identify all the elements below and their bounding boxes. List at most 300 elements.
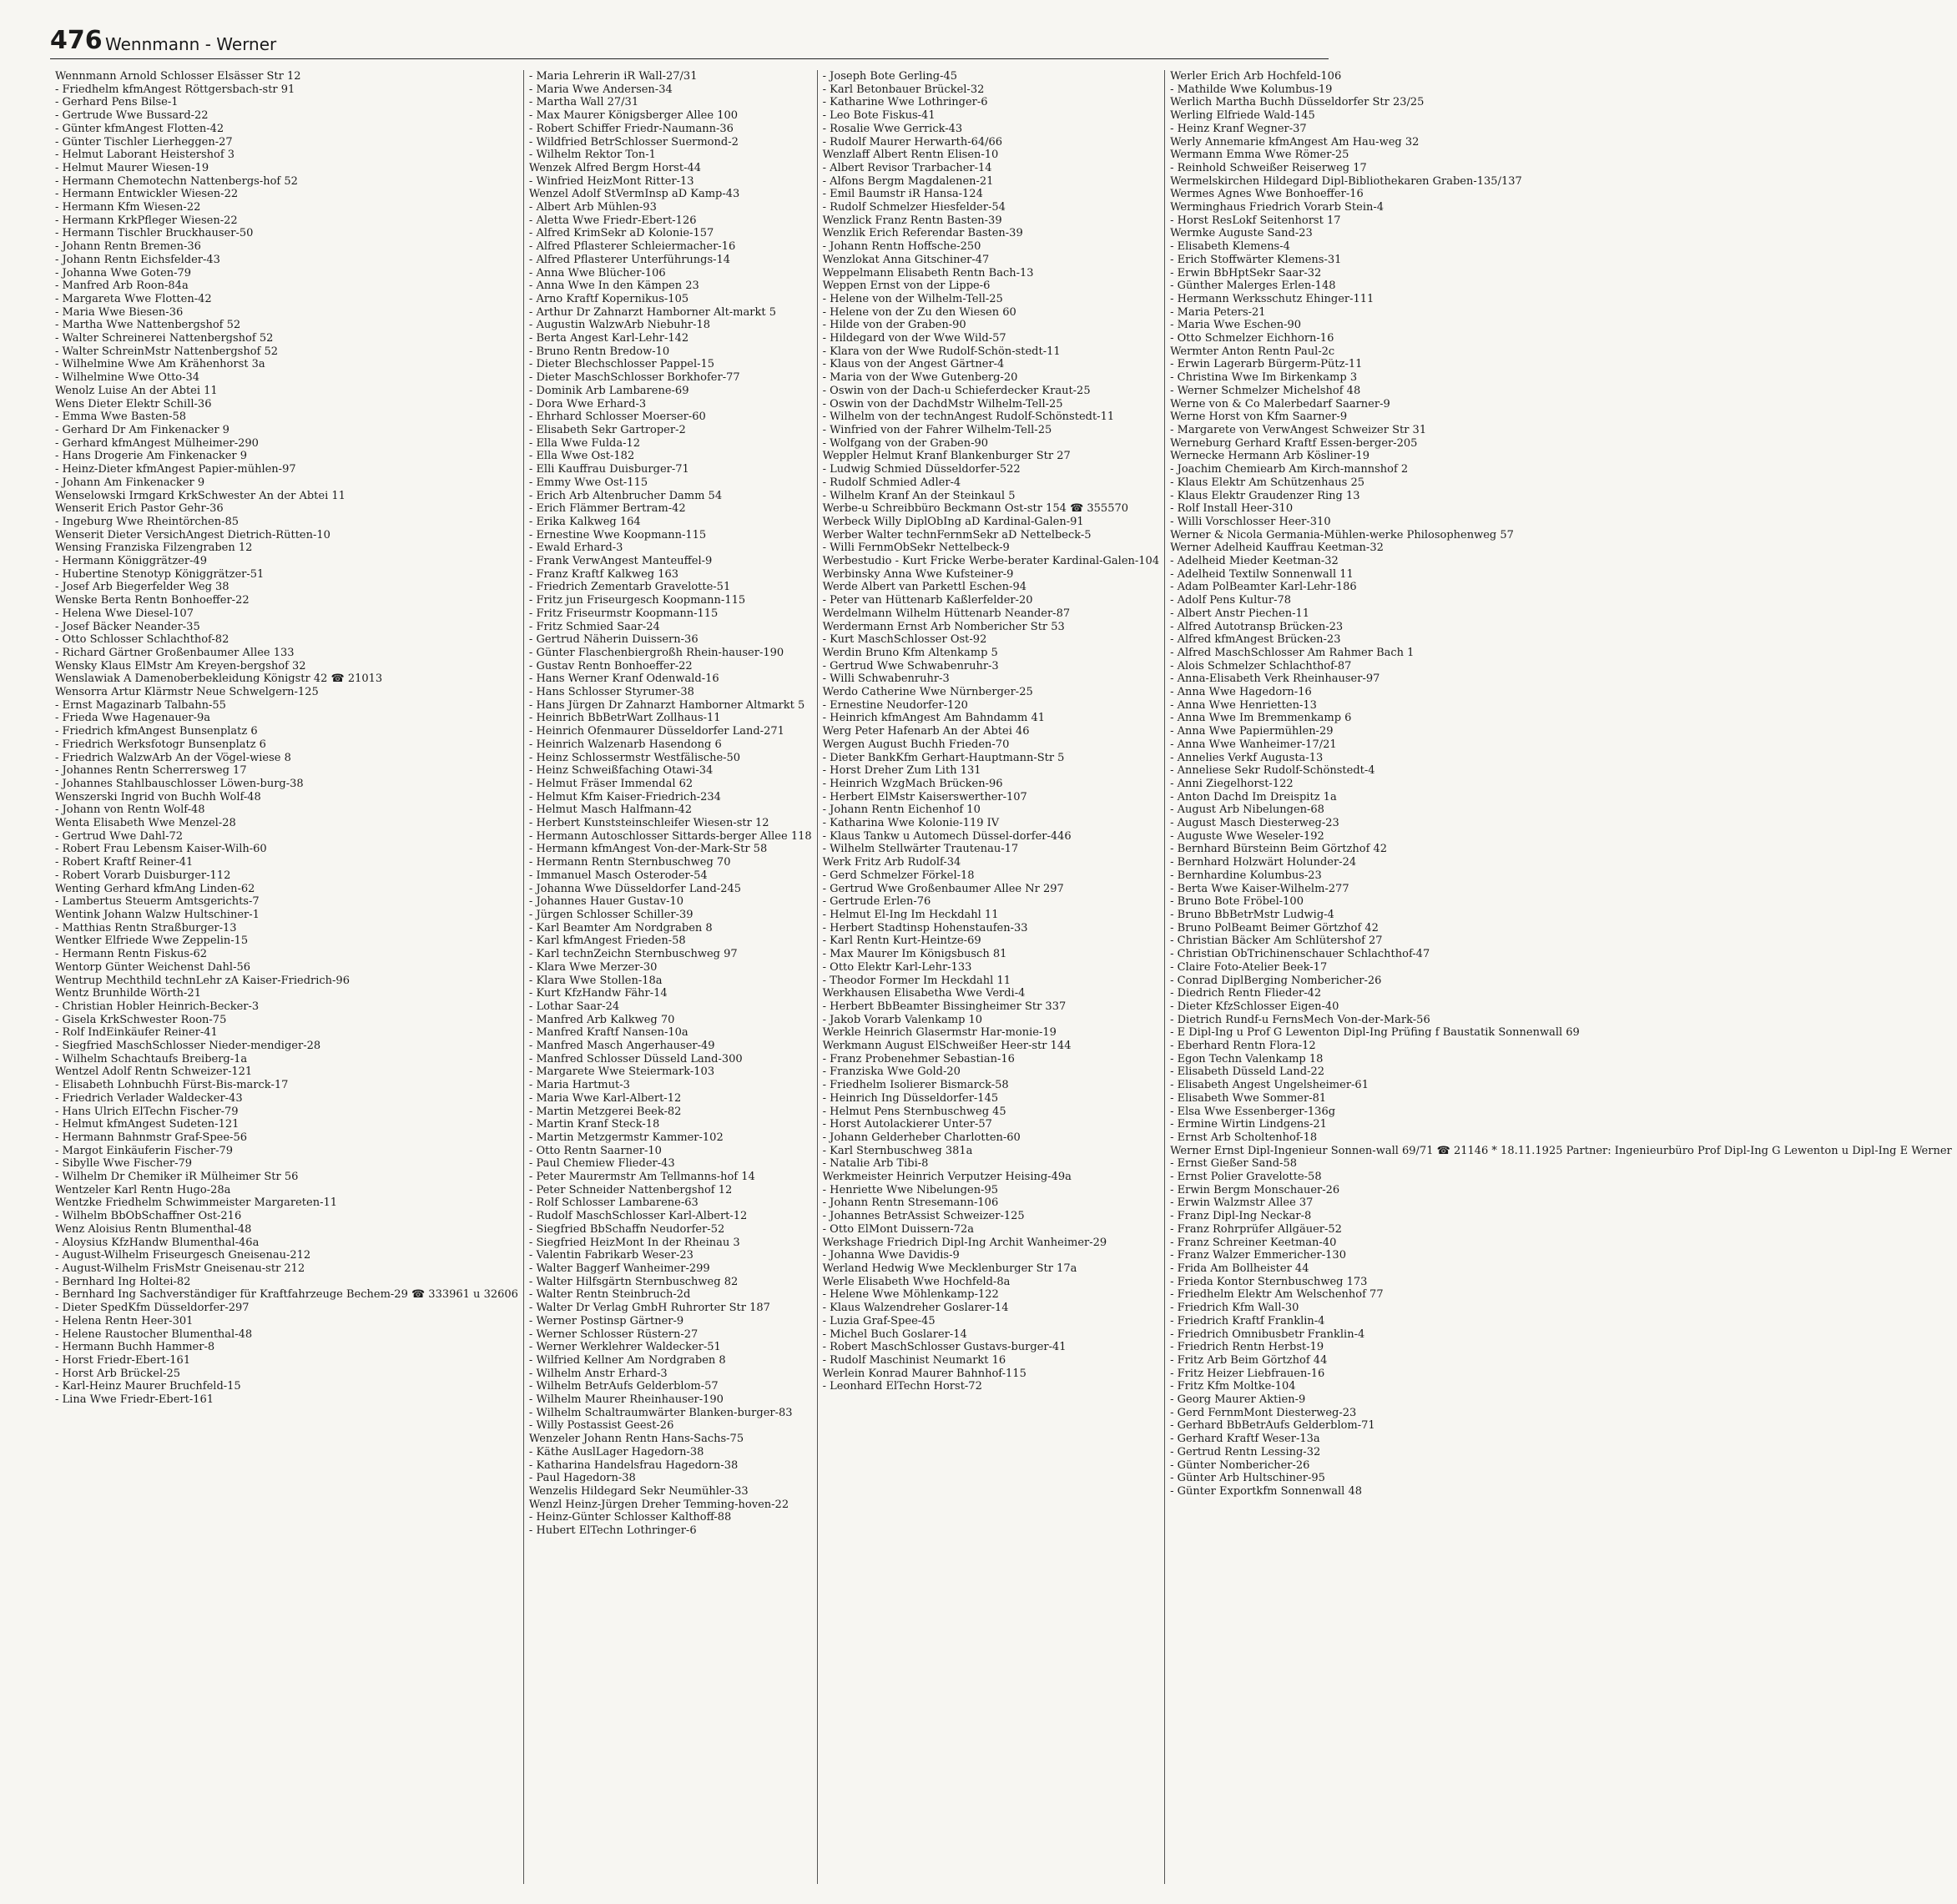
directory-entry: - Otto Schmelzer Eichhorn-16 [1170,332,1334,345]
directory-entry: - Anni Ziegelhorst-122 [1170,777,1294,790]
directory-entry: - Josef Arb Biegerfelder Weg 38 [55,581,229,594]
directory-entry: Wennmann Arnold Schlosser Elsässer Str 12 [55,70,301,83]
directory-entry: - Peter van Hüttenarb Kaßlerfelder-20 [822,594,1033,607]
directory-entry: - Hermann kfmAngest Von-der-Mark-Str 58 [528,843,768,856]
directory-entry: - Dora Wwe Erhard-3 [528,397,647,411]
directory-entry: - Walter Schreinerei Nattenbergshof 52 [55,332,274,345]
directory-entry: - Robert Frau Lebensm Kaiser-Wilh-60 [55,843,267,856]
directory-entry: - Michel Buch Goslarer-14 [822,1327,967,1341]
directory-entry: Weppelmann Elisabeth Rentn Bach-13 [822,266,1034,280]
directory-entry: - Adam PolBeamter Karl-Lehr-186 [1170,581,1357,594]
directory-entry: - August Arb Nibelungen-68 [1170,803,1324,817]
directory-entry: - Hans Jürgen Dr Zahnarzt Hamborner Altmarkt 5 [528,698,805,712]
directory-entry: - Hermann Kfm Wiesen-22 [55,201,201,214]
directory-entry: Werner & Nicola Germania-Mühlen-werke Philosophenweg 57 [1170,528,1514,541]
directory-entry: Werkmeister Heinrich Verputzer Heising-49a [822,1171,1072,1184]
directory-entry: Werde Albert van Parkettl Eschen-94 [822,581,1026,594]
directory-entry: - Johannes Stahlbauschlosser Löwen-burg-38 [55,777,304,790]
directory-entry: - Rolf Schlosser Lambarene-63 [528,1196,699,1210]
directory-entry: - Heinrich WzgMach Brücken-96 [822,777,1003,790]
directory-entry: Werkmann August ElSchweißer Heer-str 144 [822,1040,1072,1053]
directory-entry: - Margot Einkäuferin Fischer-79 [55,1144,234,1157]
directory-entry: - Friedrich Rentn Herbst-19 [1170,1341,1324,1354]
directory-entry: - Wilhelm von der technAngest Rudolf-Schönstedt-11 [822,411,1115,424]
directory-entry: - Egon Techn Valenkamp 18 [1170,1052,1324,1065]
directory-entry: - Frieda Kontor Sternbuschweg 173 [1170,1275,1368,1288]
directory-entry: - Alfred KrimSekr aD Kolonie-157 [528,227,714,240]
directory-entry: - Elisabeth Lohnbuchh Fürst-Bis-marck-17 [55,1079,289,1092]
directory-entry: - Klaus Walzendreher Goslarer-14 [822,1302,1009,1315]
directory-entry: - Peter Schneider Nattenbergshof 12 [528,1183,733,1196]
directory-entry: - Oswin von der DachdMstr Wilhelm-Tell-25 [822,397,1063,411]
directory-entry: - Reinhold Schweißer Reiserweg 17 [1170,161,1367,174]
directory-entry: - Anna Wwe Im Bremmenkamp 6 [1170,712,1352,725]
directory-entry: Werbe-u Schreibbüro Beckmann Ost-str 154 ☎ 355570 [822,502,1129,516]
directory-entry: - Helmut Fräser Immendal 62 [528,777,694,790]
directory-entry: - Albert Anstr Piechen-11 [1170,607,1310,620]
directory-entry: - Erich Arb Altenbrucher Damm 54 [528,489,723,502]
directory-entry: - Lina Wwe Friedr-Ebert-161 [55,1393,214,1407]
directory-entry: Wentink Johann Walzw Hultschiner-1 [55,909,260,921]
directory-entry: - Alois Schmelzer Schlachthof-87 [1170,659,1352,672]
directory-entry: Werlein Konrad Maurer Bahnhof-115 [822,1367,1026,1380]
directory-entry: - Diedrich Rentn Flieder-42 [1170,987,1322,1000]
directory-entry: Wentzel Adolf Rentn Schweizer-121 [55,1065,253,1079]
directory-entry: - Wilhelm Kranf An der Steinkaul 5 [822,489,1016,502]
directory-entry: - Immanuel Masch Osteroder-54 [528,869,708,882]
directory-entry: - Leo Bote Fiskus-41 [822,109,936,123]
directory-entry: - Hermann Rentn Fiskus-62 [55,948,208,961]
directory-entry: - Martin Metzgerei Beek-82 [528,1105,682,1118]
directory-entry: - Henriette Wwe Nibelungen-95 [822,1183,998,1196]
directory-entry: - Bruno Rentn Bredow-10 [528,345,670,358]
directory-entry: - Arthur Dr Zahnarzt Hamborner Alt-markt 5 [528,305,776,319]
directory-entry: - Martha Wwe Nattenbergshof 52 [55,319,241,332]
directory-entry: - Günter Flaschenbiergroßh Rhein-hauser-190 [528,646,784,659]
directory-entry: - Alfred kfmAngest Brücken-23 [1170,633,1341,647]
column-4 [1165,70,1957,1884]
directory-entry: - Helmut Pens Sternbuschweg 45 [822,1105,1006,1118]
directory-entry: - Willi FernmObSekr Nettelbeck-9 [822,541,1010,555]
directory-entry: - Gisela KrkSchwester Roon-75 [55,1013,227,1026]
directory-entry: - Hermann Buchh Hammer-8 [55,1341,215,1354]
directory-entry: - Heinz-Günter Schlosser Kalthoff-88 [528,1511,732,1524]
directory-entry: - Manfred Kraftf Nansen-10a [528,1026,688,1040]
directory-entry: - Johann Am Finkenacker 9 [55,476,205,489]
directory-entry: - Arno Kraftf Kopernikus-105 [528,292,689,305]
directory-entry: - Theodor Former Im Heckdahl 11 [822,974,1011,987]
directory-entry: Wenselowski Irmgard KrkSchwester An der Abtei 11 [55,489,346,502]
directory-entry: - Margarete Wwe Steiermark-103 [528,1065,715,1079]
directory-entry: - Helmut El-Ing Im Heckdahl 11 [822,909,999,921]
directory-entry: - Siegfried HeizMont In der Rheinau 3 [528,1236,740,1249]
directory-entry: - Karl technZeichn Sternbuschweg 97 [528,948,738,961]
directory-entry: Wergen August Buchh Frieden-70 [822,738,1010,751]
directory-entry: Wenzlokat Anna Gitschiner-47 [822,253,990,266]
directory-entry: - Matthias Rentn Straßburger-13 [55,921,237,934]
directory-entry: Werkle Heinrich Glasermstr Har-monie-19 [822,1026,1057,1040]
directory-entry: - Karl kfmAngest Frieden-58 [528,934,686,948]
directory-entry: - Dieter KfzSchlosser Eigen-40 [1170,1000,1339,1013]
directory-entry: - Klara Wwe Merzer-30 [528,960,658,974]
directory-entry: - Heinrich Ing Düsseldorfer-145 [822,1091,999,1105]
directory-entry: - Heinz Schweißfaching Otawi-34 [528,764,714,778]
directory-entry: - Paul Hagedorn-38 [528,1472,636,1485]
directory-entry: Wermann Emma Wwe Römer-25 [1170,149,1349,162]
directory-entry: - Wildfried BetrSchlosser Suermond-2 [528,135,739,149]
directory-entry: - Natalie Arb Tibi-8 [822,1157,929,1171]
directory-entry: Wenzlik Erich Referendar Basten-39 [822,227,1023,240]
directory-entry: - Jakob Vorarb Valenkamp 10 [822,1013,983,1026]
directory-entry: - Maria Wwe Andersen-34 [528,83,673,96]
directory-entry: - Wilhelm BetrAufs Gelderblom-57 [528,1380,719,1393]
directory-entry: - Johannes Hauer Gustav-10 [528,895,684,909]
directory-entry: - Johann Rentn Eichenhof 10 [822,803,981,817]
directory-entry: - Anna Wwe In den Kämpen 23 [528,280,699,293]
directory-entry: - Gertrud Wwe Großenbaumer Allee Nr 297 [822,882,1064,895]
directory-entry: Werbeck Willy DiplObIng aD Kardinal-Galen-91 [822,515,1084,528]
directory-entry: - Rudolf Maschinist Neumarkt 16 [822,1353,1006,1367]
directory-entry: - August-Wilhelm Friseurgesch Gneisenau-212 [55,1249,311,1262]
directory-entry: - Winfried HeizMont Ritter-13 [528,174,694,188]
directory-entry: - Manfred Schlosser Düsseld Land-300 [528,1052,743,1065]
directory-entry: - Erich Flämmer Bertram-42 [528,502,686,516]
directory-entry: - Martha Wall 27/31 [528,96,639,109]
directory-entry: - Robert Kraftf Reiner-41 [55,856,194,869]
directory-entry: - Hildegard von der Wwe Wild-57 [822,332,1006,345]
directory-entry: - Friedrich Werksfotogr Bunsenplatz 6 [55,738,266,751]
directory-entry: Werner Ernst Dipl-Ingenieur Sonnen-wall 69/71 ☎ 21146 * 18.11.1925 Partner: Ingenieurbüro Prof Dipl-Ing G Lewenton u Dipl-Ing E Werner [1170,1144,1952,1157]
directory-entry: - Karl Sternbuschweg 381a [822,1144,973,1157]
column-1 [50,70,524,1884]
directory-entry: - Friedrich Kraftf Franklin-4 [1170,1314,1325,1327]
directory-entry: - Hermann Entwickler Wiesen-22 [55,188,239,201]
directory-entry: - Eberhard Rentn Flora-12 [1170,1040,1316,1053]
directory-entry: - Alfred MaschSchlosser Am Rahmer Bach 1 [1170,646,1415,659]
directory-entry: - Walter Hilfsgärtn Sternbuschweg 82 [528,1275,739,1288]
directory-entry: - Annelies Verkf Augusta-13 [1170,751,1324,764]
directory-entry: - Fritz Heizer Liebfrauen-16 [1170,1367,1325,1380]
directory-entry: Wermke Auguste Sand-23 [1170,227,1313,240]
directory-entry: - Gertrud Näherin Duissern-36 [528,633,699,647]
directory-entry: - Bernhard Ing Sachverständiger für Kraftfahrzeuge Bechem-29 ☎ 333961 u 32606 [55,1288,518,1302]
directory-entry: - Gerhard Pens Bilse-1 [55,96,179,109]
directory-entry: - Hermann Autoschlosser Sittards-berger Allee 118 [528,829,812,843]
directory-entry: - Heinz Schlossermstr Westfälische-50 [528,751,741,764]
directory-entry: - Siegfried BbSchaffn Neudorfer-52 [528,1222,725,1236]
directory-entry: - Horst Arb Brückel-25 [55,1367,181,1380]
directory-entry: - Margareta Wwe Flotten-42 [55,292,212,305]
directory-entry: - Margarete von VerwAngest Schweizer Str 31 [1170,423,1427,436]
directory-entry: - Willi Vorschlosser Heer-310 [1170,515,1331,528]
directory-entry: - Oswin von der Dach-u Schieferdecker Kraut-25 [822,384,1091,397]
directory-entry: - Ermine Wirtin Lindgens-21 [1170,1118,1327,1131]
directory-entry: - Rudolf MaschSchlosser Karl-Albert-12 [528,1210,748,1223]
directory-entry: Werkhausen Elisabetha Wwe Verdi-4 [822,987,1026,1000]
directory-entry: Wensing Franziska Filzengraben 12 [55,541,253,555]
directory-entry: - Maria Wwe Karl-Albert-12 [528,1091,682,1105]
directory-entry: - Alfred Pflasterer Schleiermacher-16 [528,240,736,254]
directory-entry: - Robert Vorarb Duisburger-112 [55,869,231,882]
directory-entry: - Günter Nombericher-26 [1170,1458,1310,1472]
directory-entry: - Peter Maurermstr Am Tellmanns-hof 14 [528,1171,755,1184]
directory-entry: Wenzelis Hildegard Sekr Neumühler-33 [528,1484,749,1498]
directory-entry: - Gerd FernmMont Diesterweg-23 [1170,1406,1357,1419]
directory-entry: Wentorp Günter Weichenst Dahl-56 [55,960,251,974]
directory-entry: - Bernhard Bürsteinn Beim Görtzhof 42 [1170,843,1388,856]
directory-entry: - Christian ObTrichinenschauer Schlachthof-47 [1170,948,1430,961]
directory-entry: - Wilhelm BbObSchaffner Ost-216 [55,1210,242,1223]
directory-entry: - Conrad DiplBerging Nombericher-26 [1170,974,1382,987]
directory-entry: - Mathilde Wwe Kolumbus-19 [1170,83,1333,96]
directory-entry: Wernecke Hermann Arb Kösliner-19 [1170,450,1370,463]
directory-entry: Werne Horst von Kfm Saarner-9 [1170,411,1348,424]
directory-entry: Werdin Bruno Kfm Altenkamp 5 [822,646,998,659]
directory-entry: - Christina Wwe Im Birkenkamp 3 [1170,371,1358,385]
directory-entry: - Otto ElMont Duissern-72a [822,1222,975,1236]
directory-entry: Werner Adelheid Kauffrau Keetman-32 [1170,541,1384,555]
directory-entry: - Frieda Wwe Hagenauer-9a [55,712,211,725]
directory-entry: - Ernst Polier Gravelotte-58 [1170,1171,1322,1184]
directory-entry: - Erika Kalkweg 164 [528,515,641,528]
directory-entry: - Ingeburg Wwe Rheintörchen-85 [55,515,240,528]
directory-entry: - Kurt KfzHandw Fähr-14 [528,987,668,1000]
directory-entry: - Walter SchreinMstr Nattenbergshof 52 [55,345,279,358]
directory-entry: - Fritz Schmied Saar-24 [528,620,660,633]
directory-entry: Werling Elfriede Wald-145 [1170,109,1315,123]
page-title: Wennmann - Werner [105,34,277,54]
directory-entry: - Werner Postinsp Gärtner-9 [528,1314,684,1327]
directory-entry: - Elisabeth Sekr Gartroper-2 [528,423,686,436]
directory-entry: - Johann Gelderheber Charlotten-60 [822,1131,1021,1144]
directory-entry: - Walter Baggerf Wanheimer-299 [528,1262,710,1275]
directory-entry: - Bruno BbBetrMstr Ludwig-4 [1170,909,1334,921]
directory-entry: - Erwin BbHptSekr Saar-32 [1170,266,1322,280]
directory-entry: Wentzke Friedhelm Schwimmeister Margareten-11 [55,1196,337,1210]
directory-entry: - Gertrud Wwe Dahl-72 [55,829,184,843]
page-header [50,25,1329,59]
directory-entry: - Gertrude Wwe Bussard-22 [55,109,209,123]
directory-entry: - Max Maurer Im Königsbusch 81 [822,948,1007,961]
directory-entry: Wermelskirchen Hildegard Dipl-Bibliothekaren Graben-135/137 [1170,174,1522,188]
directory-entry: - Walter Dr Verlag GmbH Ruhrorter Str 187 [528,1302,770,1315]
directory-entry: - Johann Rentn Bremen-36 [55,240,201,254]
columns [50,70,1952,1884]
directory-entry: - Katharine Wwe Lothringer-6 [822,96,988,109]
directory-entry: Werbinsky Anna Wwe Kufsteiner-9 [822,567,1014,581]
directory-entry: - Ella Wwe Ost-182 [528,450,635,463]
directory-entry: - Willi Schwabenruhr-3 [822,672,950,686]
directory-entry: - Bernhard Holzwärt Holunder-24 [1170,856,1357,869]
directory-entry: - Klaus Elektr Am Schützenhaus 25 [1170,476,1364,489]
directory-entry: - Ernestine Wwe Koopmann-115 [528,528,707,541]
directory-entry: - Johanna Wwe Düsseldorfer Land-245 [528,882,742,895]
directory-entry: - Dieter Blechschlosser Pappel-15 [528,358,715,371]
directory-entry: - Dieter SpedKfm Düsseldorfer-297 [55,1302,250,1315]
directory-entry: - Friedrich WalzwArb An der Vögel-wiese 8 [55,751,291,764]
directory-entry: - Gertrud Wwe Schwabenruhr-3 [822,659,999,672]
directory-entry: - Anton Dachd Im Dreispitz 1a [1170,790,1337,803]
directory-entry: - Hermann Bahnmstr Graf-Spee-56 [55,1131,247,1144]
directory-entry: - Maria Peters-21 [1170,305,1266,319]
directory-entry: - Klaus Elektr Graudenzer Ring 13 [1170,489,1360,502]
directory-entry: - Friedrich Verlader Waldecker-43 [55,1091,243,1105]
directory-entry: - Dominik Arb Lambarene-69 [528,384,689,397]
directory-entry: - Aloysius KfzHandw Blumenthal-46a [55,1236,260,1249]
directory-entry: - Josef Bäcker Neander-35 [55,620,200,633]
directory-entry: - Helene Raustocher Blumenthal-48 [55,1327,253,1341]
directory-entry: - Joseph Bote Gerling-45 [822,70,958,83]
directory-entry: - Heinrich Walzenarb Hasendong 6 [528,738,722,751]
directory-entry: - Hans Drogerie Am Finkenacker 9 [55,450,248,463]
directory-entry: - Lothar Saar-24 [528,1000,620,1013]
directory-entry: - Johanna Wwe Goten-79 [55,266,192,280]
directory-entry: - Erwin Walzmstr Allee 37 [1170,1196,1314,1210]
directory-entry: - Albert Arb Mühlen-93 [528,201,657,214]
directory-entry: - Johannes Rentn Scherrersweg 17 [55,764,247,778]
directory-entry: - Franz Probenehmer Sebastian-16 [822,1052,1015,1065]
directory-entry: - Maria Lehrerin iR Wall-27/31 [528,70,698,83]
directory-entry: - Dieter BankKfm Gerhart-Hauptmann-Str 5 [822,751,1065,764]
directory-entry: - Wilhelmine Wwe Otto-34 [55,371,200,385]
directory-entry: - Franz Rohrprüfer Allgäuer-52 [1170,1222,1342,1236]
directory-entry: - Anna Wwe Henrietten-13 [1170,698,1317,712]
directory-entry: - Gertrude Erlen-76 [822,895,931,909]
directory-entry: Wentz Brunhilde Wörth-21 [55,987,201,1000]
directory-entry: - Klaus Tankw u Automech Düssel-dorfer-446 [822,829,1072,843]
directory-entry: Werminghaus Friedrich Vorarb Stein-4 [1170,201,1385,214]
directory-entry: Wenolz Luise An der Abtei 11 [55,384,218,397]
directory-entry: - Augustin WalzwArb Niebuhr-18 [528,319,711,332]
directory-entry: - Klara Wwe Stollen-18a [528,974,663,987]
directory-entry: - Helene von der Zu den Wiesen 60 [822,305,1016,319]
directory-entry: - Robert MaschSchlosser Gustavs-burger-41 [822,1341,1067,1354]
directory-entry: - Otto Schlosser Schlachthof-82 [55,633,229,647]
directory-entry: - Franz Walzer Emmericher-130 [1170,1249,1346,1262]
directory-entry: - Franziska Wwe Gold-20 [822,1065,961,1079]
directory-entry: - Berta Wwe Kaiser-Wilhelm-277 [1170,882,1349,895]
directory-entry: - Emma Wwe Basten-58 [55,411,187,424]
directory-entry: Wenslawiak A Damenoberbekleidung Königstr 42 ☎ 21013 [55,672,383,686]
directory-entry: - Emmy Wwe Ost-115 [528,476,648,489]
directory-entry: - Gerhard Dr Am Finkenacker 9 [55,423,229,436]
directory-entry: Wenzeler Johann Rentn Hans-Sachs-75 [528,1433,744,1446]
directory-entry: - Katharina Handelsfrau Hagedorn-38 [528,1458,739,1472]
directory-entry: - Bruno Bote Fröbel-100 [1170,895,1304,909]
directory-entry: - Hermann Tischler Bruckhauser-50 [55,227,254,240]
directory-entry: - Otto Rentn Saarner-10 [528,1144,662,1157]
directory-entry: - Ewald Erhard-3 [528,541,623,555]
directory-entry: - Fritz Friseurmstr Koopmann-115 [528,607,719,620]
directory-entry: - Karl-Heinz Maurer Bruchfeld-15 [55,1380,241,1393]
directory-entry: Wenske Berta Rentn Bonhoeffer-22 [55,594,250,607]
directory-entry: - Berta Angest Karl-Lehr-142 [528,332,689,345]
directory-entry: Wensorra Artur Klärmstr Neue Schwelgern-125 [55,686,319,699]
directory-entry: - Günter Tischler Lierheggen-27 [55,135,233,149]
directory-entry: Werk Fritz Arb Rudolf-34 [822,856,961,869]
directory-entry: - Herbert Stadtinsp Hohenstaufen-33 [822,921,1028,934]
directory-entry: - Werner Schmelzer Michelshof 48 [1170,384,1361,397]
directory-entry: - Adelheid Mieder Keetman-32 [1170,555,1339,568]
directory-entry: - Rolf Install Heer-310 [1170,502,1294,516]
directory-entry: - Martin Kranf Steck-18 [528,1118,660,1131]
directory-entry: - Gustav Rentn Bonhoeffer-22 [528,659,693,672]
directory-entry: - Klaus von der Angest Gärtner-4 [822,358,1005,371]
directory-entry: - Paul Chemiew Flieder-43 [528,1157,675,1171]
directory-entry: - Herbert ElMstr Kaiserswerther-107 [822,790,1027,803]
directory-entry: - Auguste Wwe Weseler-192 [1170,829,1324,843]
directory-entry: - Rudolf Schmelzer Hiesfelder-54 [822,201,1006,214]
directory-entry: Werle Elisabeth Wwe Hochfeld-8a [822,1275,1011,1288]
directory-entry: - Hans Schlosser Styrumer-38 [528,686,694,699]
directory-entry: Werkshage Friedrich Dipl-Ing Archit Wanheimer-29 [822,1236,1107,1249]
directory-entry: - Alfred Pflasterer Unterführungs-14 [528,253,731,266]
directory-entry: - Erwin Bergm Monschauer-26 [1170,1183,1340,1196]
directory-entry: Wenzl Heinz-Jürgen Dreher Temming-hoven-22 [528,1498,789,1511]
directory-entry: Wens Dieter Elektr Schill-36 [55,397,212,411]
directory-entry: - Emil Baumstr iR Hansa-124 [822,188,983,201]
directory-entry: - Frank VerwAngest Manteuffel-9 [528,555,713,568]
directory-entry: - August-Wilhelm FrisMstr Gneisenau-str 212 [55,1262,305,1275]
directory-entry: - Heinz-Dieter kfmAngest Papier-mühlen-97 [55,463,296,476]
directory-entry: - Helmut Kfm Kaiser-Friedrich-234 [528,790,721,803]
directory-entry: Wenz Aloisius Rentn Blumenthal-48 [55,1222,252,1236]
directory-entry: - Gerhard Kraftf Weser-13a [1170,1433,1320,1446]
directory-entry: - Ludwig Schmied Düsseldorfer-522 [822,463,1021,476]
directory-entry: Wentrup Mechthild technLehr zA Kaiser-Friedrich-96 [55,974,350,987]
directory-entry: - Leonhard ElTechn Horst-72 [822,1380,982,1393]
directory-entry: - Manfred Arb Roon-84a [55,280,189,293]
directory-entry: - Fritz jun Friseurgesch Koopmann-115 [528,594,746,607]
directory-entry: - Claire Foto-Atelier Beek-17 [1170,960,1328,974]
directory-entry: - Rosalie Wwe Gerrick-43 [822,122,963,135]
directory-entry: - Frida Am Bollheister 44 [1170,1262,1309,1275]
directory-entry: Werber Walter technFernmSekr aD Nettelbeck-5 [822,528,1092,541]
directory-entry: Wensky Klaus ElMstr Am Kreyen-bergshof 32 [55,659,306,672]
directory-entry: - Helmut Maurer Wiesen-19 [55,161,209,174]
directory-entry: - Friedhelm Isolierer Bismarck-58 [822,1079,1009,1092]
directory-entry: - Friedhelm kfmAngest Röttgersbach-str 91 [55,83,295,96]
directory-entry: - Maria von der Wwe Gutenberg-20 [822,371,1018,385]
directory-entry: - Rudolf Maurer Herwarth-64/66 [822,135,1003,149]
directory-entry: - Heinz Kranf Wegner-37 [1170,122,1307,135]
directory-entry: - Wilfried Kellner Am Nordgraben 8 [528,1353,726,1367]
directory-entry: - Heinrich BbBetrWart Zollhaus-11 [528,712,721,725]
directory-entry: - Friedrich Omnibusbetr Franklin-4 [1170,1327,1365,1341]
directory-entry: - Johann Rentn Eichsfelder-43 [55,253,220,266]
directory-entry: Werbestudio - Kurt Fricke Werbe-berater Kardinal-Galen-104 [822,555,1160,568]
directory-entry: - E Dipl-Ing u Prof G Lewenton Dipl-Ing Prüfing f Baustatik Sonnenwall 69 [1170,1026,1580,1040]
directory-entry: - Günter Exportkfm Sonnenwall 48 [1170,1484,1362,1498]
directory-entry: - Maria Hartmut-3 [528,1079,630,1092]
directory-entry: - Hans Werner Kranf Odenwald-16 [528,672,719,686]
directory-entry: - Heinrich kfmAngest Am Bahndamm 41 [822,712,1046,725]
directory-entry: - Wilhelm Rektor Ton-1 [528,149,656,162]
directory-entry: - Walter Rentn Steinbruch-2d [528,1288,691,1302]
directory-entry: - Erwin Lagerarb Bürgerm-Pütz-11 [1170,358,1363,371]
directory-entry: - Friedrich Kfm Wall-30 [1170,1302,1299,1315]
directory-entry: - Anna-Elisabeth Verk Rheinhauser-97 [1170,672,1380,686]
directory-entry: - Franz Kraftf Kalkweg 163 [528,567,679,581]
directory-entry: - Hermann Werksschutz Ehinger-111 [1170,292,1374,305]
directory-entry: - Christian Bäcker Am Schlütershof 27 [1170,934,1383,948]
directory-entry: Weppler Helmut Kranf Blankenburger Str 27 [822,450,1071,463]
directory-entry: - Hans Ulrich ElTechn Fischer-79 [55,1105,239,1118]
directory-entry: Werlich Martha Buchh Düsseldorfer Str 23/25 [1170,96,1425,109]
directory-entry: - Ernst Gießer Sand-58 [1170,1157,1297,1171]
directory-entry: - Valentin Fabrikarb Weser-23 [528,1249,694,1262]
directory-entry: - Gerhard BbBetrAufs Gelderblom-71 [1170,1419,1375,1433]
